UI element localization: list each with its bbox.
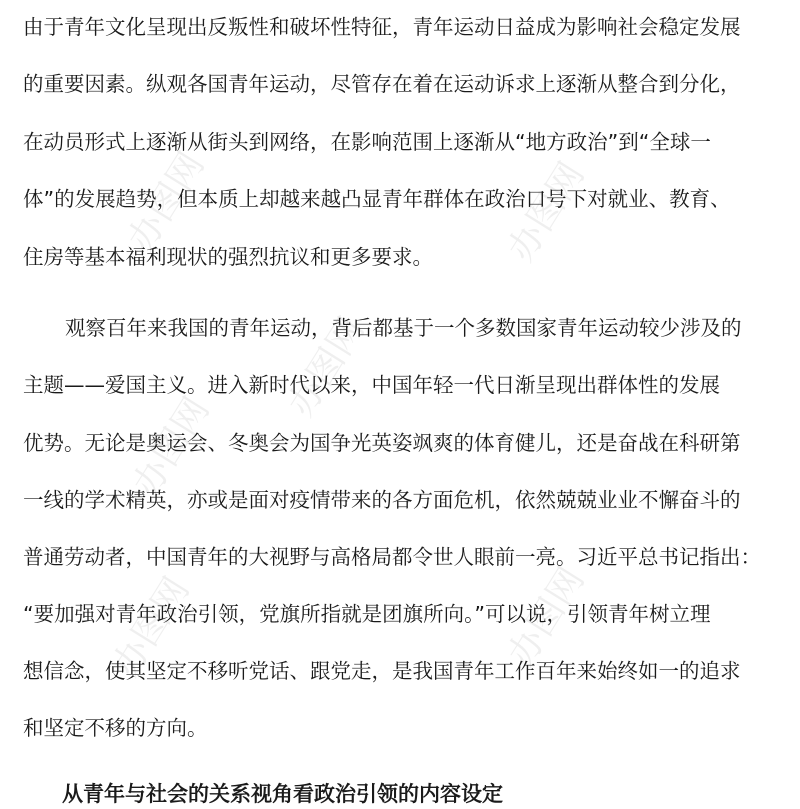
paragraph-1-line: 在动员形式上逐渐从街头到网络，在影响范围上逐渐从“地方政治”到“全球一 [23, 130, 711, 154]
paragraph-2-line: 观察百年来我国的青年运动，背后都基于一个多数国家青年运动较少涉及的 [65, 316, 742, 340]
paragraph-2-line: “要加强对青年政治引领，党旗所指就是团旗所向。”可以说，引领青年树立理 [23, 602, 711, 626]
watermark: 办图网 [120, 145, 213, 259]
watermark: 办图网 [125, 390, 218, 504]
paragraph-1-line: 的重要因素。纵观各国青年运动，尽管存在着在运动诉求上逐渐从整合到分化， [23, 72, 741, 96]
watermark: 办图网 [280, 310, 373, 424]
paragraph-2-line: 主题——爱国主义。进入新时代以来，中国年轻一代日渐呈现出群体性的发展 [23, 373, 720, 397]
section-heading: 从青年与社会的关系视角看政治引领的内容设定 [62, 782, 503, 806]
paragraph-2-line: 和坚定不移的方向。 [23, 716, 208, 740]
paragraph-2-line: 优势。无论是奥运会、冬奥会为国争光英姿飒爽的体育健儿，还是奋战在科研第 [23, 431, 741, 455]
paragraph-1-line: 体”的发展趋势，但本质上却越来越凸显青年群体在政治口号下对就业、教育、 [23, 187, 731, 211]
paragraph-2-line: 想信念，使其坚定不移听党话、跟党走，是我国青年工作百年来始终如一的追求 [23, 659, 741, 683]
paragraph-2-line: 普通劳动者，中国青年的大视野与高格局都令世人眼前一亮。习近平总书记指出： [23, 545, 761, 569]
paragraph-2-line: 一线的学术精英，亦或是面对疫情带来的各方面危机，依然兢兢业业不懈奋斗的 [23, 488, 741, 512]
watermark: 办图网 [500, 155, 593, 269]
watermark: 办图网 [500, 560, 593, 674]
watermark: 办图网 [105, 570, 198, 684]
paragraph-1-line: 由于青年文化呈现出反叛性和破坏性特征，青年运动日益成为影响社会稳定发展 [23, 15, 741, 39]
paragraph-1-line: 住房等基本福利现状的强烈抗议和更多要求。 [23, 245, 433, 269]
